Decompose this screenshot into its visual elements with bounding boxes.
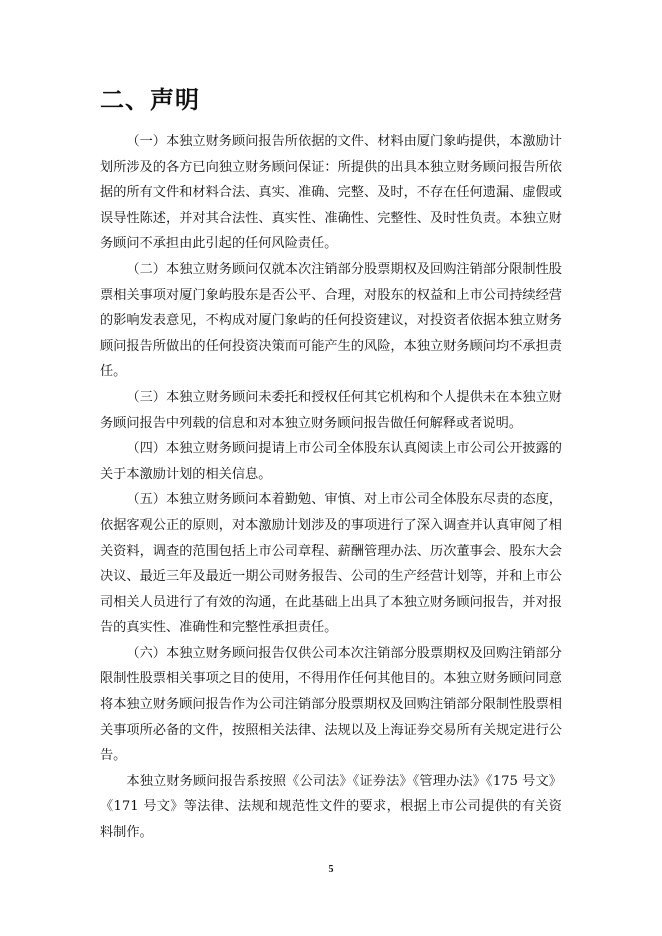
- section-heading: 二、声明: [100, 86, 200, 114]
- paragraph-4: （四）本独立财务顾问提请上市公司全体股东认真阅读上市公司公开披露的关于本激励计划的相关信息。: [100, 441, 562, 482]
- paragraph-6: （六）本独立财务顾问报告仅供公司本次注销部分股票期权及回购注销部分限制性股票相关事项之目的使用，不得用作任何其他目的。本独立财务顾问同意将本独立财务顾问报告作为公司注销部分股票期权及回购注销部分限制性股票相关事项所必备的文件，按照相关法律、法规以及上海证券交易所有关规定进行公告。: [100, 645, 562, 764]
- paragraph-5: （五）本独立财务顾问本着勤勉、审慎、对上市公司全体股东尽责的态度，依据客观公正的原则，对本激励计划涉及的事项进行了深入调查并认真审阅了相关资料，调查的范围包括上市公司章程、薪酬管理办法、历次董事会、股东大会决议、最近三年及最近一期公司财务报告、公司的生产经营计划等，并和上市公司相关人员进行了有效的沟通，在此基础上出具了本独立财务顾问报告，并对报告的真实性、准确性和完整性承担责任。: [100, 492, 562, 636]
- body-text: [100, 129, 562, 846]
- paragraph-1: （一）本独立财务顾问报告所依据的文件、材料由厦门象屿提供，本激励计划所涉及的各方已向独立财务顾问保证：所提供的出具本独立财务顾问报告所依据的所有文件和材料合法、真实、准确、完整、及时，不存在任何遗漏、虚假或误导性陈述，并对其合法性、真实性、准确性、完整性、及时性负责。本独立财务顾问不承担由此引起的任何风险责任。: [100, 134, 562, 252]
- paragraph-3: （三）本独立财务顾问未委托和授权任何其它机构和个人提供未在本独立财务顾问报告中列载的信息和对本独立财务顾问报告做任何解释或者说明。: [100, 389, 562, 431]
- paragraph-2: （二）本独立财务顾问仅就本次注销部分股票期权及回购注销部分限制性股票相关事项对厦门象屿股东是否公平、合理，对股东的权益和上市公司持续经营的影响发表意见，不构成对厦门象屿的任何投资建议，对投资者依据本独立财务顾问报告所做出的任何投资决策而可能产生的风险，本独立财务顾问均不承担责任。: [100, 261, 562, 380]
- paragraph-7: 本独立财务顾问报告系按照《公司法》《证券法》《管理办法》《175 号文》《171 号文》等法律、法规和规范性文件的要求，根据上市公司提供的有关资料制作。: [100, 773, 562, 841]
- page-number: 5: [328, 864, 334, 875]
